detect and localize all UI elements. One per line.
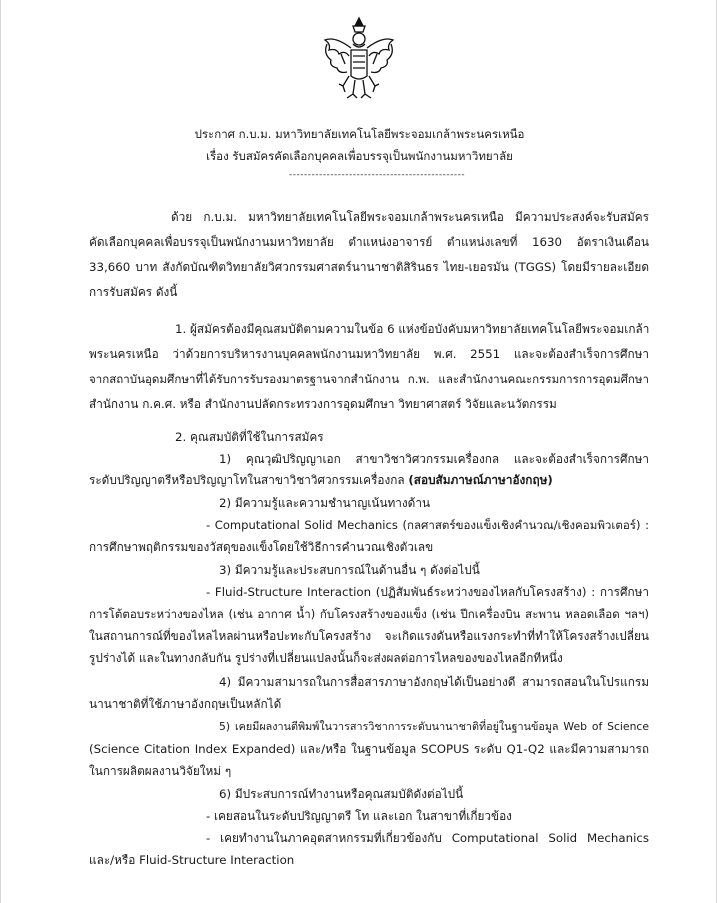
announcement-title: ประกาศ ก.บ.ม. มหาวิทยาลัยเทคโนโลยีพระจอมเกล้าพระนครเหนือ: [194, 127, 525, 141]
section2-heading: 2. คุณสมบัติที่ใช้ในการสมัคร: [175, 430, 324, 444]
intro-line: คัดเลือกบุคคลเพื่อบรรจุเป็นพนักงานมหาวิทยาลัย ตำแหน่งอาจารย์ ตำแหน่งเลขที่ 1630 อัตราเงินเดือน: [89, 235, 649, 249]
qualification-subitem-cont: การศึกษาพฤติกรรมของวัสดุของแข็งโดยใช้วิธีการคำนวณเชิงตัวเลข: [89, 540, 434, 554]
garuda-emblem-icon: [319, 14, 399, 102]
section1-line: 1. ผู้สมัครต้องมีคุณสมบัติตามความในข้อ 6 แห่งข้อบังคับมหาวิทยาลัยเทคโนโลยีพระจอมเกล้า: [175, 322, 650, 336]
qualification-item: 3) มีความรู้และประสบการณ์ในด้านอื่น ๆ ดังต่อไปนี้: [219, 563, 480, 577]
qualification-subitem-cont: การโต้ตอบระหว่างของไหล (เช่น อากาศ น้ำ) กับโครงสร้างของแข็ง (เช่น ปีกเครื่องบิน สะพาน หลอดเลือด ฯลฯ): [89, 607, 649, 621]
qualification-item: 5) เคยมีผลงานตีพิมพ์ในวารสารวิชาการระดับนานาชาติที่อยู่ในฐานข้อมูล Web of Science: [219, 720, 649, 733]
qualification-subitem-cont: รูปร่างได้ และในทางกลับกัน รูปร่างที่เปลี่ยนแปลงนั้นก็จะส่งผลต่อการไหลของของไหลอีกทีหนึ่ง: [89, 651, 563, 665]
qualification-item: 2) มีความรู้และความชำนาญเน้นทางด้าน: [219, 496, 431, 510]
qualification-item-cont: นานาชาติที่ใช้ภาษาอังกฤษเป็นหลักได้: [89, 697, 282, 711]
qualification-item: 1) คุณวุฒิปริญญาเอก สาขาวิชาวิศวกรรมเครื่องกล และจะต้องสำเร็จการศึกษา: [219, 452, 649, 466]
qualification-text: ระดับปริญญาตรีหรือปริญญาโทในสาขาวิชาวิศวกรรมเครื่องกล: [89, 473, 405, 487]
interview-note: (สอบสัมภาษณ์ภาษาอังกฤษ): [408, 473, 553, 487]
qualification-subitem-cont: ในสถานการณ์ที่ของไหลไหลผ่านหรือปะทะกับโครงสร้าง จะเกิดแรงดันหรือแรงกระทำที่ทำให้โครงสร้างเปลี่ยน: [89, 629, 649, 643]
qualification-subitem: - Fluid-Structure Interaction (ปฏิสัมพันธ์ระหว่างของไหลกับโครงสร้าง) : การศึกษา: [206, 585, 649, 599]
qualification-subitem-cont: และ/หรือ Fluid-Structure Interaction: [89, 853, 295, 867]
section1-line: จากสถาบันอุดมศึกษาที่ได้รับการรับรองมาตรฐานจากสำนักงาน ก.พ. และสำนักงานคณะกรรมการการอุดมศึกษา: [89, 372, 649, 386]
section1-line: พระนครเหนือ ว่าด้วยการบริหารงานบุคคลพนักงานมหาวิทยาลัย พ.ศ. 2551 และจะต้องสำเร็จการศึกษา: [89, 347, 649, 361]
announcement-subject: เรื่อง รับสมัครคัดเลือกบุคคลเพื่อบรรจุเป็นพนักงานมหาวิทยาลัย: [206, 149, 513, 163]
qualification-item: 4) มีความสามารถในการสื่อสารภาษาอังกฤษได้เป็นอย่างดี สามารถสอนในโปรแกรม: [219, 675, 649, 689]
section1-line: สำนักงาน ก.ค.ศ. หรือ สำนักงานปลัดกระทรวงการอุดมศึกษา วิทยาศาสตร์ วิจัยและนวัตกรรม: [89, 397, 557, 411]
qualification-item-cont: ในการผลิตผลงานวิจัยใหม่ ๆ: [89, 764, 232, 778]
qualification-item-cont: [89, 471, 553, 489]
intro-line: 33,660 บาท สังกัดบัณฑิตวิทยาลัยวิศวกรรมศาสตร์นานาชาติสิรินธร ไทย-เยอรมัน (TGGS) โดยมีรายละเอียด: [89, 260, 649, 274]
qualification-subitem: - Computational Solid Mechanics (กลศาสตร์ของแข็งเชิงคำนวณ/เชิงคอมพิวเตอร์) :: [206, 518, 649, 532]
qualification-item: 6) มีประสบการณ์ทำงานหรือคุณสมบัติดังต่อไปนี้: [219, 787, 464, 801]
title-divider: -----------------------------------------------: [289, 170, 466, 180]
intro-line: การรับสมัคร ดังนี้: [89, 285, 178, 299]
qualification-subitem: - เคยทำงานในภาคอุตสาหกรรมที่เกี่ยวข้องกับ Computational Solid Mechanics: [206, 831, 649, 845]
qualification-item-cont: (Science Citation Index Expanded) และ/หรือ ในฐานข้อมูล SCOPUS ระดับ Q1-Q2 และมีความสามารถ: [89, 742, 649, 756]
intro-line: ด้วย ก.บ.ม. มหาวิทยาลัยเทคโนโลยีพระจอมเกล้าพระนครเหนือ มีความประสงค์จะรับสมัคร: [171, 210, 649, 224]
qualification-subitem: - เคยสอนในระดับปริญญาตรี โท และเอก ในสาขาที่เกี่ยวข้อง: [206, 809, 512, 823]
